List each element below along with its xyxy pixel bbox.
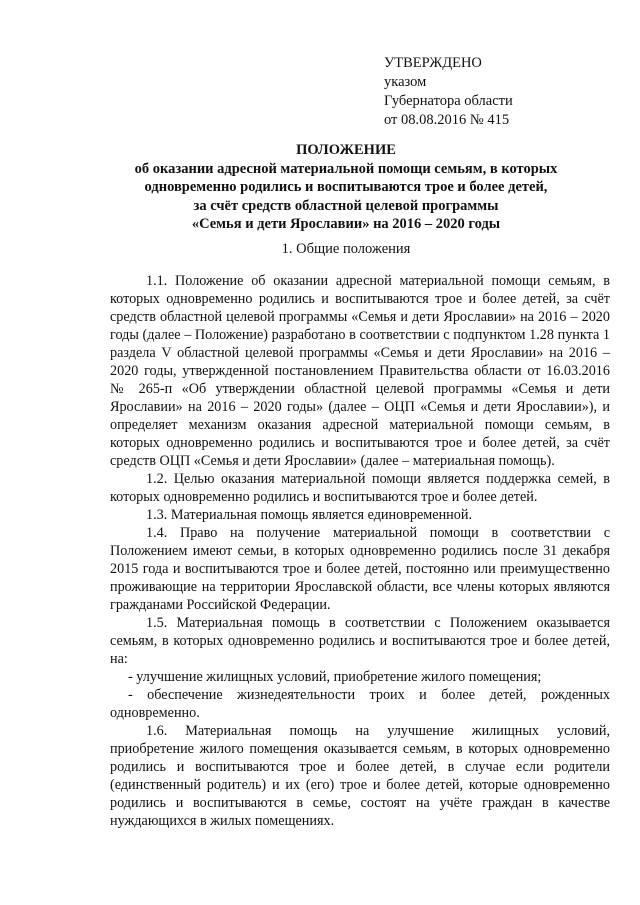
approval-line-governor: Губернатора области (384, 93, 513, 109)
paragraph-1-1: 1.1. Положение об оказании адресной материальной помощи семьям, в которых одновременно родились и воспитываются трое и более детей, за счёт средств областной целевой программы «Семья и дети Ярославии» на 2016 – 2020 годы (далее – Положение) разработано в соответствии с подпунктом 1.28 пункта 1 раздела V областной целевой программы «Семья и дети Ярославии» на 2016 – 2020 годы, утвержденной постановлением Правительства области от 16.03.2016 № 265-п «Об утверждении областной целевой программы «Семья и дети Ярославии» на 2016 – 2020 годы» (далее – ОЦП «Семья и дети Ярославии»), и определяет механизм оказания адресной материальной помощи семьям, в которых одновременно родились и воспитываются трое и более детей, за счёт средств ОЦП «Семья и дети Ярославии» (далее – материальная помощь). (110, 273, 610, 469)
list-item-housing: - улучшение жилищных условий, приобретение жилого помещения; (128, 669, 542, 685)
approval-line-date: от 08.08.2016 № 415 (384, 112, 510, 128)
paragraph-1-5: 1.5. Материальная помощь в соответствии с Положением оказывается семьям, в которых одновременно родились и воспитываются трое и более детей, на: (110, 615, 610, 667)
document-title (96, 141, 596, 234)
title-line-2: об оказании адресной материальной помощи семьям, в которых (134, 160, 558, 177)
list-item-livelihood: - обеспечение жизнедеятельности троих и более детей, рожденных одновременно. (110, 687, 610, 721)
section-heading: 1. Общие положения (281, 241, 411, 257)
title-line-4: за счёт средств областной целевой программы (193, 197, 499, 214)
approval-line-approved: УТВЕРЖДЕНО (384, 55, 482, 71)
approval-line-decree: указом (384, 74, 427, 90)
approval-stamp (384, 54, 513, 130)
paragraph-1-6: 1.6. Материальная помощь на улучшение жилищных условий, приобретение жилого помещения оказывается семьям, в которых одновременно родились и воспитываются трое и более детей, в случае если родители (единственный родитель) и их (его) трое и более детей, которые одновременно родились и воспитываются в семье, состоят на учёте граждан в качестве нуждающихся в жилых помещениях. (110, 723, 610, 829)
paragraph-1-4: 1.4. Право на получение материальной помощи в соответствии с Положением имеют семьи, в которых одновременно родились после 31 декабря 2015 года и воспитываются трое и более детей, постоянно или преимущественно проживающие на территории Ярославской области, все члены которых являются гражданами Российской Федерации. (110, 525, 610, 613)
paragraph-1-3: 1.3. Материальная помощь является единовременной. (146, 507, 472, 523)
title-line-3: одновременно родились и воспитываются трое и более детей, (144, 179, 548, 195)
title-line-5: «Семья и дети Ярославии» на 2016 – 2020 годы (191, 216, 501, 232)
paragraph-1-2: 1.2. Целью оказания материальной помощи является поддержка семей, в которых одновременно родились и воспитываются трое и более детей. (110, 471, 610, 505)
section-body (110, 272, 610, 830)
title-line-1: ПОЛОЖЕНИЕ (296, 142, 396, 158)
